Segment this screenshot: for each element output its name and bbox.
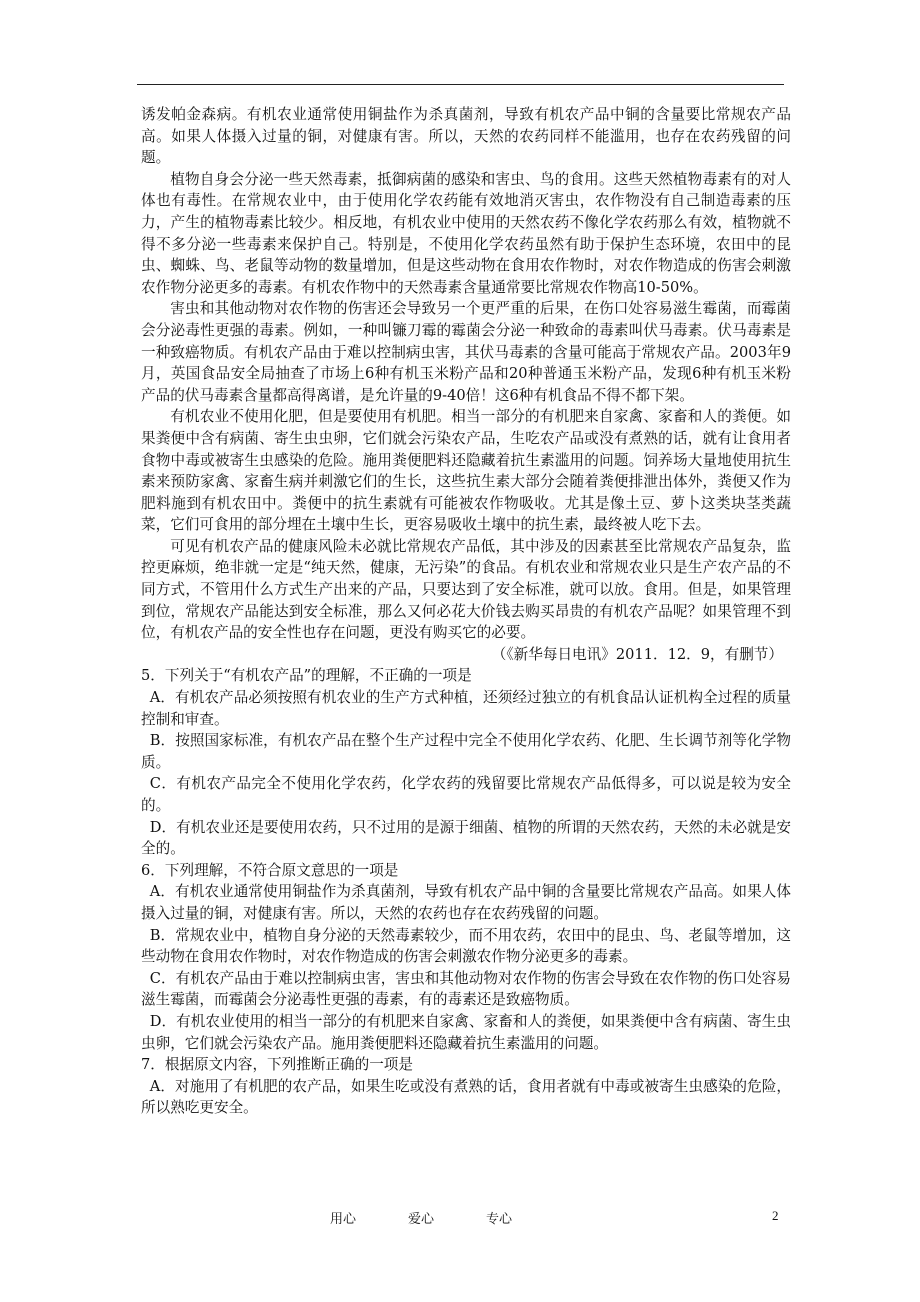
question-5-option-d: D．有机农业还是要使用农药，只不过用的是源于细菌、植物的所谓的天然农药，天然的未必就是安全的。 (141, 818, 791, 858)
paragraph-mold-toxins: 害虫和其他动物对农作物的伤害还会导致另一个更严重的后果，在伤口处容易滋生霉菌，而霉菌会分泌毒性更强的毒素。例如，一种叫镰刀霉的霉菌会分泌一种致命的毒素叫伏马毒素。伏马毒素是一种致癌物质。有机农产品由于难以控制病虫害，其伏马毒素的含量可能高于常规农产品。2003年9月，英国食品安全局抽查了市场上6种有机玉米粉产品和20种普通玉米粉产品，发现6种有机玉米粉产品的伏马毒素含量都高得离谱，是允许量的9-40倍！这6种有机食品不得不都下架。 (141, 300, 791, 404)
footer-motto-1: 用心 (330, 1212, 357, 1227)
footer-motto-2: 爱心 (408, 1212, 435, 1227)
paragraph-organic-fertilizer: 有机农业不使用化肥，但是要使用有机肥。相当一部分的有机肥来自家禽、家畜和人的粪便。如果粪便中含有病菌、寄生虫虫卵，它们就会污染农产品，生吃农产品或没有煮熟的话，就有让食用者食物中毒或被寄生虫感染的危险。施用粪便肥料还隐藏着抗生素滥用的问题。饲养场大量地使用抗生素来预防家禽、家畜生病并刺激它们的生长，这些抗生素大部分会随着粪便排泄出体外，粪便又作为肥料施到有机农田中。粪便中的抗生素就有可能被农作物吸收。尤其是像土豆、萝卜这类块茎类蔬菜，它们可食用的部分埋在土壤中生长，更容易吸收土壤中的抗生素，最终被人吃下去。 (141, 408, 791, 534)
question-5-option-a: A．有机农产品必须按照有机农业的生产方式种植，还须经过独立的有机食品认证机构全过程的质量控制和审查。 (141, 689, 791, 728)
article-body (141, 104, 791, 1119)
question-6-option-c: C．有机农产品由于难以控制病虫害，害虫和其他动物对农作物的伤害会导致在农作物的伤口处容易滋生霉菌，而霉菌会分泌毒性更强的毒素，有的毒素还是致癌物质。 (141, 969, 791, 1009)
page-footer (0, 1208, 920, 1232)
paragraph-continuation: 诱发帕金森病。有机农业通常使用铜盐作为杀真菌剂，导致有机农产品中铜的含量要比常规农产品高。如果人体摄入过量的铜，对健康有害。所以，天然的农药同样不能滥用，也存在农药残留的问题。 (141, 106, 791, 167)
page-number: 2 (772, 1208, 779, 1223)
question-5-option-c: C．有机农产品完全不使用化学农药，化学农药的残留要比常规农产品低得多，可以说是较为安全的。 (141, 775, 791, 814)
question-6-option-b: B．常规农业中，植物自身分泌的天然毒素较少，而不用农药，农田中的昆虫、鸟、老鼠等增加，这些动物在食用农作物时，对农作物造成的伤害会刺激农作物分泌更多的毒素。 (141, 926, 791, 966)
footer-motto-3: 专心 (486, 1212, 513, 1227)
question-5-option-b: B．按照国家标准，有机农产品在整个生产过程中完全不使用化学农药、化肥、生长调节剂等化学物质。 (141, 732, 791, 771)
header-rule (137, 84, 784, 85)
question-6-option-a: A．有机农业通常使用铜盐作为杀真菌剂，导致有机农产品中铜的含量要比常规农产品高。如果人体摄入过量的铜，对健康有害。所以，天然的农药也存在农药残留的问题。 (141, 883, 791, 922)
question-5-stem: 5．下列关于“有机农产品”的理解，不正确的一项是 (141, 667, 472, 685)
question-6-option-d: D．有机农业使用的相当一部分的有机肥来自家禽、家畜和人的粪便，如果粪便中含有病菌、寄生虫虫卵，它们就会污染农产品。施用粪便肥料还隐藏着抗生素滥用的问题。 (141, 1012, 791, 1052)
footer-motto (330, 1208, 564, 1227)
paragraph-plant-toxins: 植物自身会分泌一些天然毒素，抵御病菌的感染和害虫、鸟的食用。这些天然植物毒素有的对人体也有毒性。在常规农业中，由于使用化学农药能有效地消灭害虫，农作物没有自己制造毒素的压力，产生的植物毒素比较少。相反地，有机农业中使用的天然农药不像化学农药那么有效，植物就不得不多分泌一些毒素来保护自己。特别是，不使用化学农药虽然有助于保护生态环境，农田中的昆虫、蜘蛛、鸟、老鼠等动物的数量增加，但是这些动物在食用农作物时，对农作物造成的伤害会刺激农作物分泌更多的毒素。有机农作物中的天然毒素含量通常要比常规农作物高10-50%。 (141, 170, 791, 296)
question-7-stem: 7．根据原文内容，下列推断正确的一项是 (141, 1056, 413, 1074)
paragraph-conclusion: 可见有机农产品的健康风险未必就比常规农产品低，其中涉及的因素甚至比常规农产品复杂，监控更麻烦，绝非就一定是“纯天然，健康，无污染”的食品。有机农业和常规农业只是生产农产品的不同方式，不管用什么方式生产出来的产品，只要达到了安全标准，就可以放。食用。但是，如果管理到位，常规农产品能达到安全标准，那么又何必花大价钱去购买昂贵的有机农产品呢？如果管理不到位，有机农产品的安全性也存在问题，更没有购买它的必要。 (141, 537, 791, 642)
article-source: （《新华每日电讯》2011．12．9，有删节） (491, 645, 783, 663)
question-6-stem: 6．下列理解，不符合原文意思的一项是 (141, 861, 399, 879)
question-7-option-a: A．对施用了有机肥的农产品，如果生吃或没有煮熟的话，食用者就有中毒或被寄生虫感染的危险，所以熟吃更安全。 (141, 1077, 791, 1117)
